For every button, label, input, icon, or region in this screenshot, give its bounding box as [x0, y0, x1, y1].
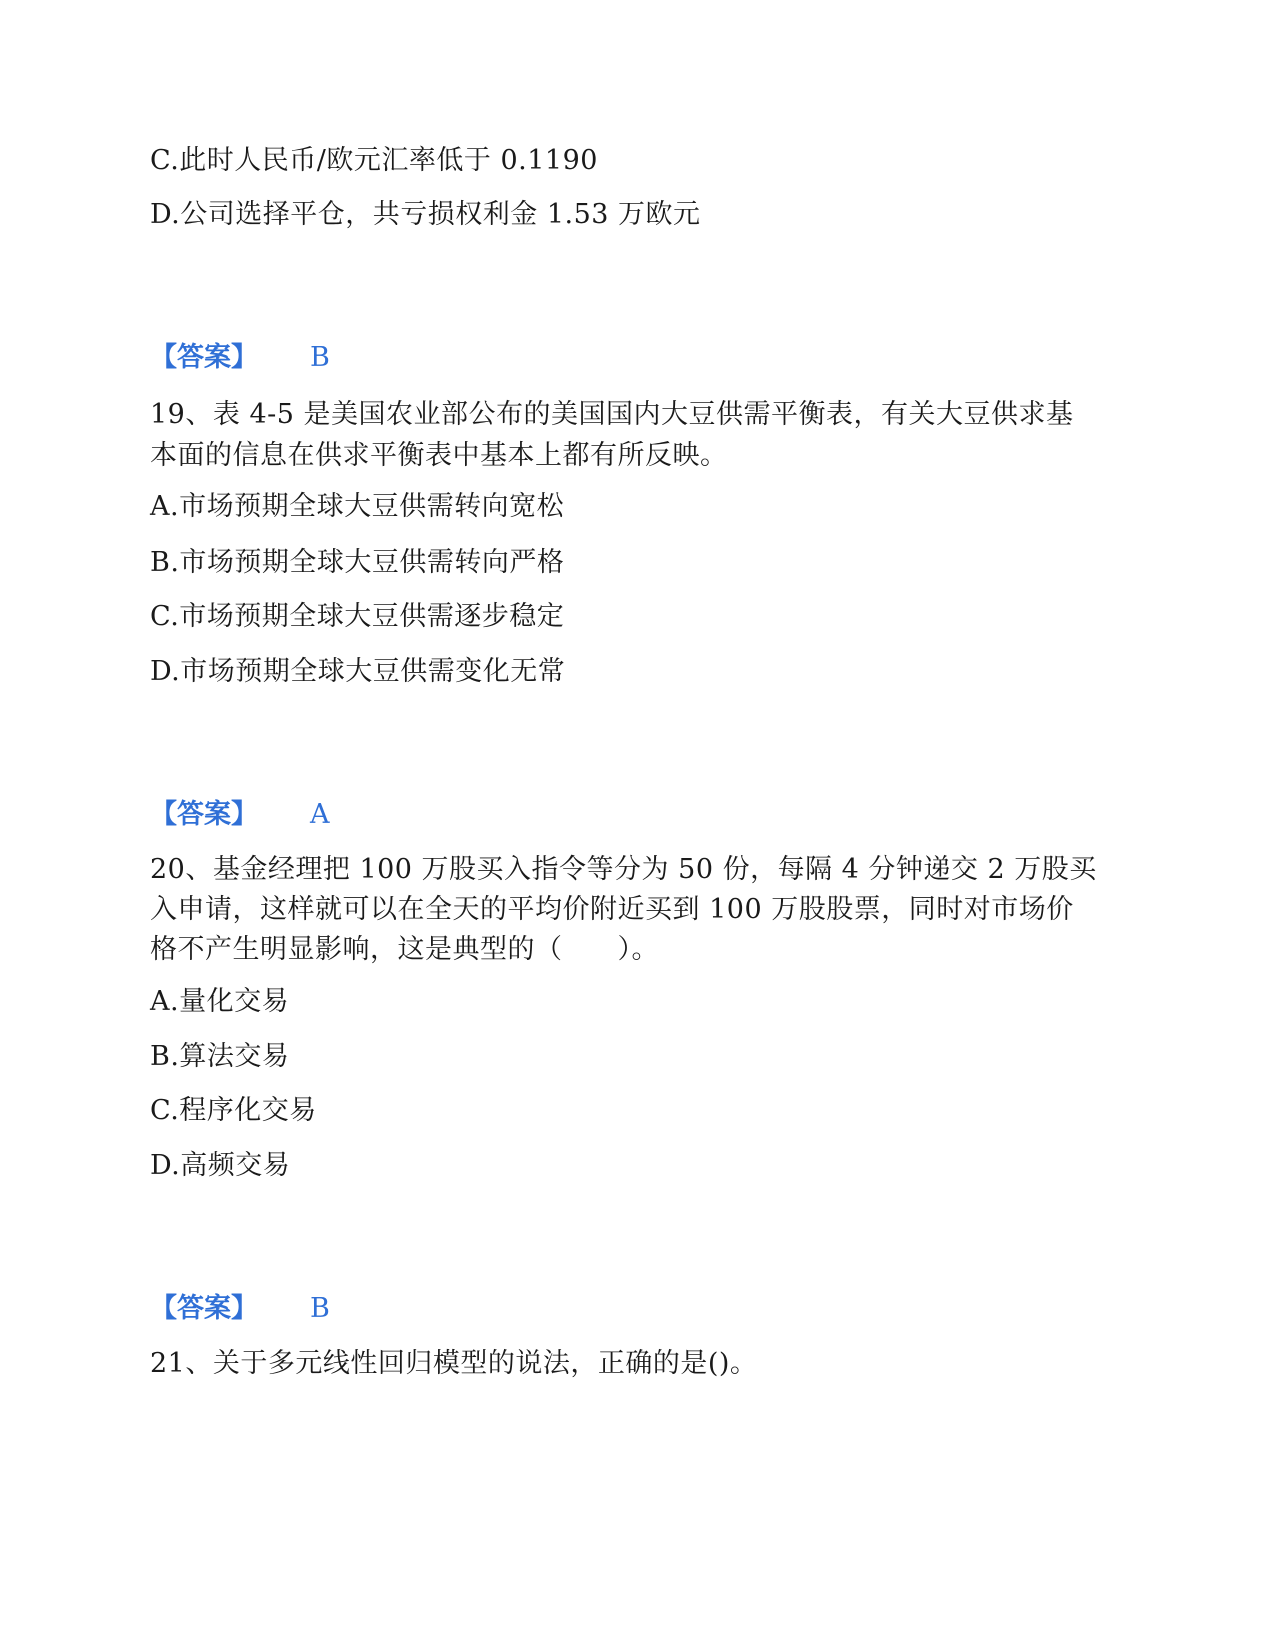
- q20-option-d: D.高频交易: [150, 1150, 291, 1181]
- answer-value: A: [310, 799, 330, 830]
- q20-stem-line-1: 20、基金经理把 100 万股买入指令等分为 50 份，每隔 4 分钟递交 2 万股买: [150, 854, 1097, 885]
- q19-option-c: C.市场预期全球大豆供需逐步稳定: [150, 601, 565, 632]
- q20-option-c: C.程序化交易: [150, 1095, 317, 1126]
- q20-stem-line-2: 入申请，这样就可以在全天的平均价附近买到 100 万股股票，同时对市场价: [150, 894, 1074, 925]
- answer-label: 【答案】: [150, 799, 258, 830]
- q19-option-d: D.市场预期全球大豆供需变化无常: [150, 656, 566, 687]
- q18-option-c: C.此时人民币/欧元汇率低于 0.1190: [150, 145, 598, 176]
- answer-label: 【答案】: [150, 342, 258, 373]
- q19-stem-line-2: 本面的信息在供求平衡表中基本上都有所反映。: [150, 440, 728, 471]
- q20-answer: [150, 1291, 330, 1327]
- answer-label: 【答案】: [150, 1293, 258, 1324]
- answer-value: B: [310, 342, 330, 373]
- q18-option-d: D.公司选择平仓，共亏损权利金 1.53 万欧元: [150, 199, 701, 230]
- q18-answer: [150, 340, 330, 376]
- q19-option-b: B.市场预期全球大豆供需转向严格: [150, 547, 565, 578]
- q19-option-a: A.市场预期全球大豆供需转向宽松: [150, 491, 565, 522]
- q21-stem-line-1: 21、关于多元线性回归模型的说法，正确的是()。: [150, 1348, 758, 1379]
- q20-stem-line-3: 格不产生明显影响，这是典型的（ ）。: [150, 934, 659, 965]
- q19-stem-line-1: 19、表 4-5 是美国农业部公布的美国国内大豆供需平衡表，有关大豆供求基: [150, 399, 1074, 430]
- q19-answer: [150, 797, 330, 833]
- q20-option-a: A.量化交易: [150, 986, 290, 1017]
- answer-value: B: [310, 1293, 330, 1324]
- q20-option-b: B.算法交易: [150, 1041, 290, 1072]
